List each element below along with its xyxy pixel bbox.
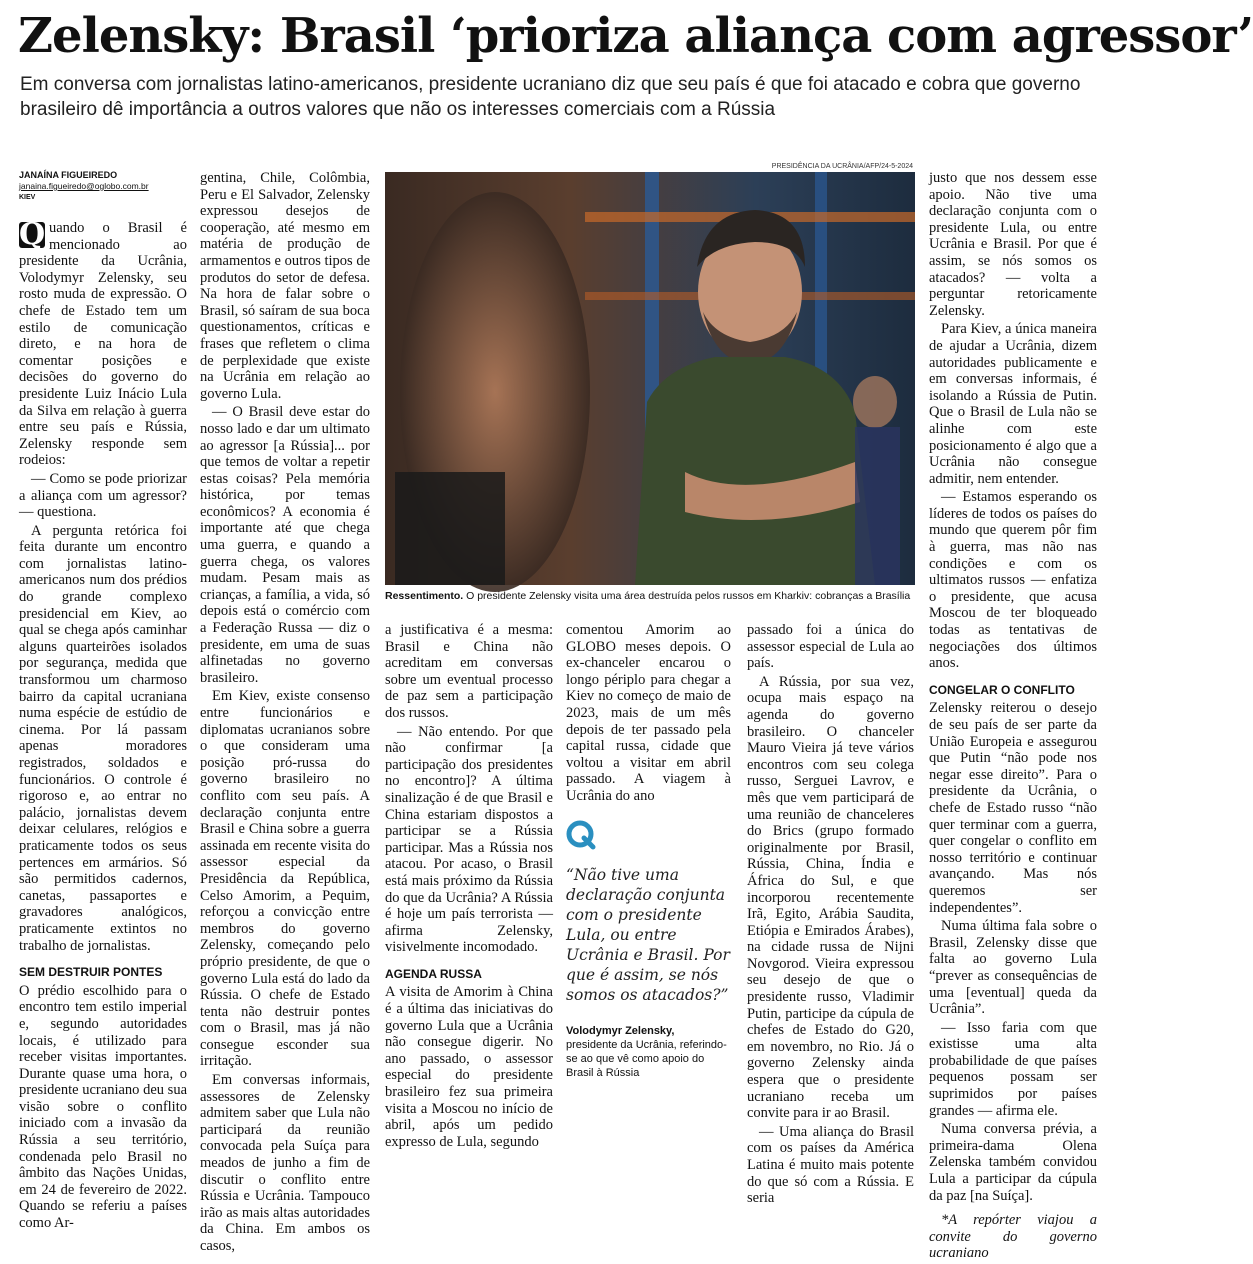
author-name: JANAÍNA FIGUEIREDO (19, 170, 118, 180)
caption-lead: Ressentimento. (385, 590, 464, 602)
article-column-3 (385, 622, 553, 1152)
paragraph: A pergunta retórica foi feita durante um encontro com jornalistas latino-americanos num dos prédios do grande complexo presidencial em Kiev, ao qual se chega após caminhar alguns quarteirões isolados por segurança, medida que transformou um charmoso bairro da capital ucraniana numa espécie de estúdio de cinema. Por lá passam apenas moradores registrados, soldados e funcionários. O controle é rigoroso e, ao entrar no palácio, jornalistas devem deixar celulares, relógios e praticamente todos os seus pertences em armários. Só são permitidos cadernos, canetas, passaportes e gravadores analógicos, praticamente extintos no trabalho de jornalistas. (19, 522, 187, 954)
photo-credit: PRESIDÊNCIA DA UCRÂNIA/AFP/24-5-2024 (771, 163, 913, 170)
author-email[interactable]: janaina.figueiredo@oglobo.com.br (19, 181, 149, 191)
caption-text: O presidente Zelensky visita uma área destruída pelos russos em Kharkiv: cobranças a Brasília (466, 590, 911, 602)
article-column-4 (566, 622, 731, 807)
lead-paragraph: Q uando o Brasil é mencionado ao presidente da Ucrânia, Volodymyr Zelensky, seu rosto muda de expressão. O chefe de Estado tem um estilo de comunicação direto, e na hora de comentar posições e decisões do governo do presidente Luiz Inácio Lula da Silva em relação à guerra entre seu país e Rússia, Zelensky responde sem rodeios: (19, 217, 187, 469)
zelensky-photo (385, 172, 915, 585)
paragraph: comentou Amorim ao GLOBO meses depois. O ex-chanceler encarou o longo périplo para chegar a Kiev no começo de maio de 2023, mais de um mês depois de ter passado pela capital russa, cidade que voltou a visitar em abril passado. A viagem à Ucrânia do ano (566, 622, 731, 804)
paragraph: — Uma aliança do Brasil com os países da América Latina é muito mais potente do que só com a Rússia. E seria (747, 1123, 914, 1207)
quote-icon (566, 820, 596, 850)
paragraph: justo que nos dessem esse apoio. Não tive uma declaração conjunta com o presidente Lula, ou entre Ucrânia e Brasil. Por que é assim, se nós somos os atacados? — volta a perguntar retoricamente Zelensky. (929, 170, 1097, 319)
photo-image (385, 172, 915, 585)
headline: Zelensky: Brasil ‘prioriza aliança com agressor’ (18, 8, 1253, 64)
paragraph: Zelensky reiterou o desejo de seu país de ser parte da União Europeia e assegurou que Putin “não pode nos negar esse direito”. Para o presidente da Ucrânia, o chefe de Estado russo “não quer terminar com a guerra, quer congelar o conflito em nosso território e continuar avançando. Mas nós queremos ser independentes”. (929, 700, 1097, 916)
article-column-6 (929, 170, 1097, 1264)
paragraph: a justificativa é a mesma: Brasil e China não acreditam em conversas sobre um eventual processo de paz sem a participação dos russos. (385, 622, 553, 721)
paragraph: passado foi a única do assessor especial de Lula ao país. (747, 622, 914, 672)
paragraph: Numa conversa prévia, a primeira-dama Olena Zelenska também convidou Lula a participar da cúpula da paz [na Suíça]. (929, 1121, 1097, 1204)
paragraph: gentina, Chile, Colômbia, Peru e El Salvador, Zelensky expressou desejos de cooperação, até mesmo em matéria de produção de armamentos e outros tipos de produtos do setor de defesa. Na hora de falar sobre o Brasil, só saíram de sua boca questionamentos, críticas e frases que refletem o clima de perplexidade que existe na Ucrânia em relação ao governo Lula. (200, 170, 370, 402)
article-column-1 (19, 217, 187, 1234)
paragraph: Em conversas informais, assessores de Zelensky admitem saber que Lula não participará da reunião convocada pela Suíça para meados de junho a fim de discutir o conflito entre Rússia e Ucrânia. Tampouco irão as mais altas autoridades da China. Em ambos os casos, (200, 1072, 370, 1254)
paragraph: Em Kiev, existe consenso entre funcionários e diplomatas ucranianos sobre o que consideram uma posição pró-russa do governo brasileiro no conflito com seu país. A declaração conjunta entre Brasil e China sobre a guerra assinada em recente visita do assessor especial da Presidência da República, Celso Amorim, a Pequim, reforçou a convicção entre membros do governo Zelensky, começando pelo próprio presidente, de que o governo Lula está do lado da Rússia. O chefe de Estado tenta não destruir pontes com o Brasil, mas já não consegue esconder sua irritação. (200, 688, 370, 1070)
reporter-note: *A repórter viajou a convite do governo ucraniano (929, 1212, 1097, 1262)
paragraph: — Estamos esperando os líderes de todos os países do mundo que querem pôr fim à guerra, mas não nas condições e com os ultimatos russos — enfatiza o presidente, que acusa Moscou de ter bloqueado todas as tentativas de negociações dos últimos anos. (929, 489, 1097, 672)
article-column-5 (747, 622, 914, 1209)
section-subhead: SEM DESTRUIR PONTES (19, 965, 163, 980)
paragraph: O prédio escolhido para o encontro tem estilo imperial e, segundo autoridades locais, é utilizado para receber visitas importantes. Durante quase uma hora, o presidente ucraniano deu sua visão sobre o conflito iniciado com a invasão da Rússia a seu território, condenada pelo Brasil no âmbito das Nações Unidas, em 24 de fevereiro de 2022. Quando se referiu a países como Ar- (19, 982, 187, 1232)
quote-attribution (566, 1024, 731, 1080)
paragraph: A visita de Amorim à China é a última das iniciativas do governo Lula que a Ucrânia não consegue digerir. No ano passado, o assessor especial do presidente brasileiro fez sua primeira visita a Moscou no início de abril, após um pedido expresso de Lula, segundo (385, 984, 553, 1150)
section-subhead: CONGELAR O CONFLITO (929, 682, 1075, 697)
quote-speaker-desc: presidente da Ucrânia, referindo-se ao que vê como apoio do Brasil à Rússia (566, 1039, 727, 1079)
section-subhead: AGENDA RUSSA (385, 966, 482, 981)
subheadline: Em conversa com jornalistas latino-americanos, presidente ucraniano diz que seu país é que foi atacado e cobra que governo brasileiro dê importância a outros valores que não os interesses comerciais com a Rússia (20, 74, 1081, 120)
paragraph: Numa última fala sobre o Brasil, Zelensky disse que falta ao governo Lula “prever as consequências de uma [eventual] queda da Ucrânia”. (929, 918, 1097, 1018)
article-column-2 (200, 170, 370, 1257)
paragraph: A Rússia, por sua vez, ocupa mais espaço na agenda do governo brasileiro. O chanceler Mauro Vieira já teve vários encontros com seu colega russo, Serguei Lavrov, e mês que vem participará de uma reunião de chanceleres do Brics (grupo formado originalmente por Brasil, Rússia, China, Índia e África do Sul, e que incorporou recentemente Irã, Egito, Arábia Saudita, Etiópia e Emirados Árabes), na cidade russa de Nijni Novgorod. Vieira expressou seu desejo de que o presidente russo, Vladimir Putin, participe da cúpula de chefes de Estado do G20, em novembro, no Rio. Já o governo Zelensky ainda espera que o presidente ucraniano receba um convite para ir ao Brasil. (747, 673, 914, 1122)
photo-caption (385, 590, 925, 603)
paragraph: Para Kiev, a única maneira de ajudar a Ucrânia, dizem autoridades publicamente e em conversas informais, é isolando a Rússia de Putin. Que o Brasil de Lula não se alinhe com este posicionamento é algo que a Ucrânia não consegue admitir, nem entender. (929, 321, 1097, 487)
paragraph: — Como se pode priorizar a aliança com um agressor? — questiona. (19, 470, 187, 521)
dateline-city: KIEV (19, 194, 36, 201)
paragraph: — Não entendo. Por que não confirmar [a participação dos presidentes no encontro]? A última sinalização é de que Brasil e China estariam dispostos a participar se a Rússia participar. Mas a Rússia nos atacou. Por acaso, o Brasil está mais próximo da Rússia do que da Ucrânia? A Rússia é hoje um país terrorista — afirma Zelensky, visivelmente incomodado. (385, 723, 553, 956)
byline (19, 170, 149, 203)
drop-cap: Q (19, 217, 46, 252)
paragraph: — Isso faria com que existisse uma alta probabilidade de que países pequenos possam ser suprimidos por países grandes — afirma ele. (929, 1019, 1097, 1119)
pull-quote: “Não tive uma declaração conjunta com o presidente Lula, ou entre Ucrânia e Brasil. Por que é assim, se nós somos os atacados?” (566, 866, 730, 1004)
quote-speaker: Volodymyr Zelensky, (566, 1025, 675, 1037)
paragraph: — O Brasil deve estar do nosso lado e dar um ultimato ao agressor [a Rússia]... por que temos de voltar a repetir estas coisas? Pela memória histórica, por temas econômicos? A economia é importante até que chega uma guerra, e quando a guerra chega, os valores mudam. Pesam mais as crianças, a família, a vida, só depois está o comércio com a Federação Russa — diz o presidente, em uma de suas alfinetadas no governo brasileiro. (200, 404, 370, 686)
